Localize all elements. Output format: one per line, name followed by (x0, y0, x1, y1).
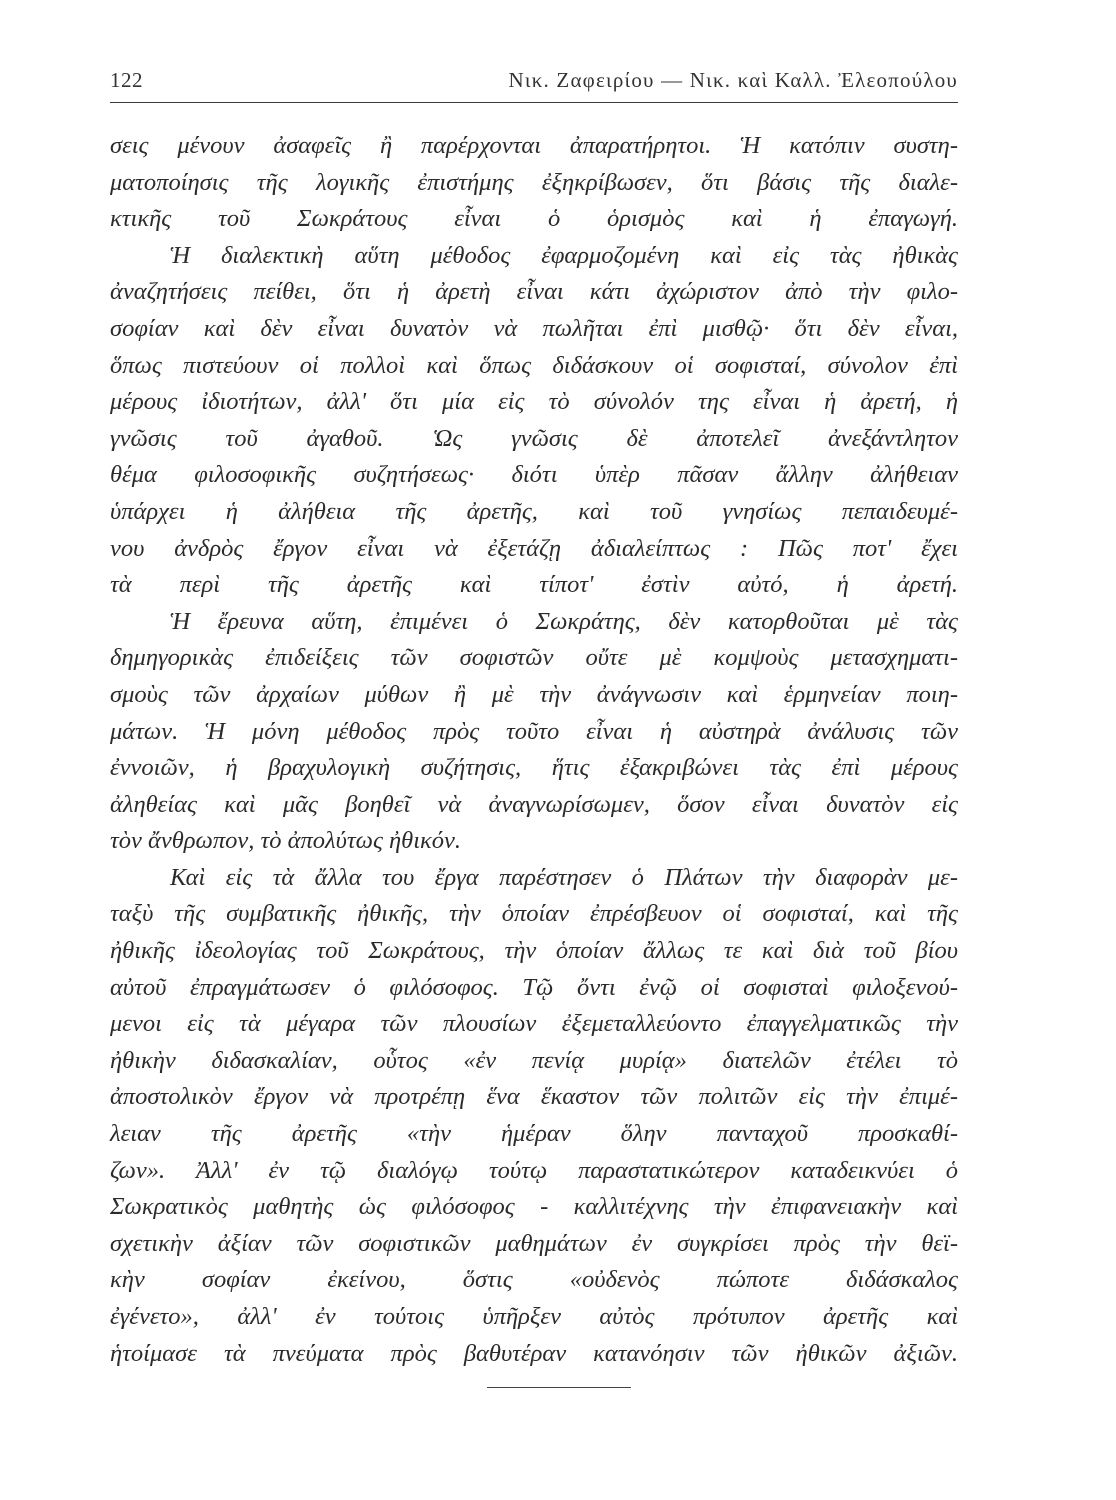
text-line: μέρους ἰδιοτήτων, ἀλλ' ὅτι μία εἰς τὸ σύνολόν της εἶναι ἡ ἀρετή, ἡ (110, 388, 958, 416)
text-line: ὅπως πιστεύουν οἱ πολλοὶ καὶ ὅπως διδάσκουν οἱ σοφισταί, σύνολον ἐπὶ (110, 351, 958, 379)
text-line: θέμα φιλοσοφικῆς συζητήσεως· διότι ὑπὲρ πᾶσαν ἄλλην ἀλήθειαν (110, 461, 958, 489)
text-line: ἠθικῆς ἰδεολογίας τοῦ Σωκράτους, τὴν ὁποίαν ἄλλως τε καὶ διὰ τοῦ βίου (110, 937, 958, 965)
text-line: Καὶ εἰς τὰ ἄλλα του ἔργα παρέστησεν ὁ Πλάτων τὴν διαφορὰν με- (170, 863, 958, 891)
text-line: τὰ περὶ τῆς ἀρετῆς καὶ τίποτ' ἐστὶν αὐτό, ἡ ἀρετή. (110, 571, 958, 599)
text-line: ἠθικὴν διδασκαλίαν, οὗτος «ἐν πενίᾳ μυρίᾳ» διατελῶν ἐτέλει τὸ (110, 1046, 958, 1074)
text-line: σχετικὴν ἀξίαν τῶν σοφιστικῶν μαθημάτων ἐν συγκρίσει πρὸς τὴν θεϊ- (110, 1229, 958, 1257)
text-line: σεις μένουν ἀσαφεῖς ἢ παρέρχονται ἀπαρατήρητοι. Ἡ κατόπιν συστη- (110, 132, 958, 159)
page-number: 122 (110, 68, 143, 92)
running-head (110, 68, 958, 103)
text-line: κὴν σοφίαν ἐκείνου, ὅστις «οὐδενὸς πώποτε διδάσκαλος (110, 1266, 958, 1294)
text-line: λειαν τῆς ἀρετῆς «τὴν ἡμέραν ὅλην πανταχοῦ προσκαθί- (110, 1120, 958, 1148)
text-line: ματοποίησις τῆς λογικῆς ἐπιστήμης ἐξηκρίβωσεν, ὅτι βάσις τῆς διαλε- (110, 168, 958, 196)
text-line: δημηγορικὰς ἐπιδείξεις τῶν σοφιστῶν οὔτε μὲ κομψοὺς μετασχηματι- (110, 644, 958, 672)
text-line: νου ἀνδρὸς ἔργον εἶναι νὰ ἐξετάζῃ ἀδιαλείπτως : Πῶς ποτ' ἔχει (110, 534, 958, 562)
text-line: ὑπάρχει ἡ ἀλήθεια τῆς ἀρετῆς, καὶ τοῦ γνησίως πεπαιδευμέ- (110, 497, 958, 525)
text-line: μενοι εἰς τὰ μέγαρα τῶν πλουσίων ἐξεμεταλλεύοντο ἐπαγγελματικῶς τὴν (110, 1010, 958, 1038)
text-line: Σωκρατικὸς μαθητὴς ὡς φιλόσοφος - καλλιτέχνης τὴν ἐπιφανειακὴν καὶ (110, 1193, 958, 1221)
text-line: ἐννοιῶν, ἡ βραχυλογικὴ συζήτησις, ἥτις ἐξακριβώνει τὰς ἐπὶ μέρους (110, 754, 958, 782)
text-line: σοφίαν καὶ δὲν εἶναι δυνατὸν νὰ πωλῆται ἐπὶ μισθῷ· ὅτι δὲν εἶναι, (110, 314, 958, 342)
text-line: γνῶσις τοῦ ἀγαθοῦ. Ὡς γνῶσις δὲ ἀποτελεῖ ἀνεξάντλητον (110, 424, 958, 452)
text-line: τὸν ἄνθρωπον, τὸ ἀπολύτως ἠθικόν. (110, 827, 462, 855)
text-line: ἀληθείας καὶ μᾶς βοηθεῖ νὰ ἀναγνωρίσωμεν, ὅσον εἶναι δυνατὸν εἰς (110, 790, 958, 818)
text-line: μάτων. Ἡ μόνη μέθοδος πρὸς τοῦτο εἶναι ἡ αὐστηρὰ ἀνάλυσις τῶν (110, 717, 958, 745)
text-line: ζων». Ἀλλ' ἐν τῷ διαλόγῳ τούτῳ παραστατικώτερον καταδεικνύει ὁ (110, 1156, 958, 1184)
text-line: ἐγένετο», ἀλλ' ἐν τούτοις ὑπῆρξεν αὐτὸς πρότυπον ἀρετῆς καὶ (110, 1303, 958, 1330)
text-line: Ἡ ἔρευνα αὕτη, ἐπιμένει ὁ Σωκράτης, δὲν κατορθοῦται μὲ τὰς (170, 607, 958, 635)
text-line: σμοὺς τῶν ἀρχαίων μύθων ἢ μὲ τὴν ἀνάγνωσιν καὶ ἑρμηνείαν ποιη- (110, 680, 958, 708)
text-line: κτικῆς τοῦ Σωκράτους εἶναι ὁ ὁρισμὸς καὶ ἡ ἐπαγωγή. (110, 205, 958, 233)
text-line: Ἡ διαλεκτικὴ αὕτη μέθοδος ἐφαρμοζομένη καὶ εἰς τὰς ἠθικὰς (170, 241, 958, 269)
text-line: ἀναζητήσεις πείθει, ὅτι ἡ ἀρετὴ εἶναι κάτι ἀχώριστον ἀπὸ τὴν φιλο- (110, 278, 958, 306)
running-head-title: Νικ. Ζαφειρίου — Νικ. καὶ Καλλ. Ἐλεοπούλου (508, 68, 958, 92)
text-line: αὐτοῦ ἐπραγμάτωσεν ὁ φιλόσοφος. Τῷ ὄντι ἐνῷ οἱ σοφισταὶ φιλοξενού- (110, 973, 958, 1001)
body-text (110, 128, 958, 1372)
text-line: ἀποστολικὸν ἔργον νὰ προτρέπῃ ἕνα ἕκαστον τῶν πολιτῶν εἰς τὴν ἐπιμέ- (110, 1083, 958, 1111)
footer-rule (487, 1387, 631, 1388)
text-line: ταξὺ τῆς συμβατικῆς ἠθικῆς, τὴν ὁποίαν ἐπρέσβευον οἱ σοφισταί, καὶ τῆς (110, 900, 958, 928)
text-line: ἡτοίμασε τὰ πνεύματα πρὸς βαθυτέραν κατανόησιν τῶν ἠθικῶν ἀξιῶν. (110, 1339, 958, 1367)
